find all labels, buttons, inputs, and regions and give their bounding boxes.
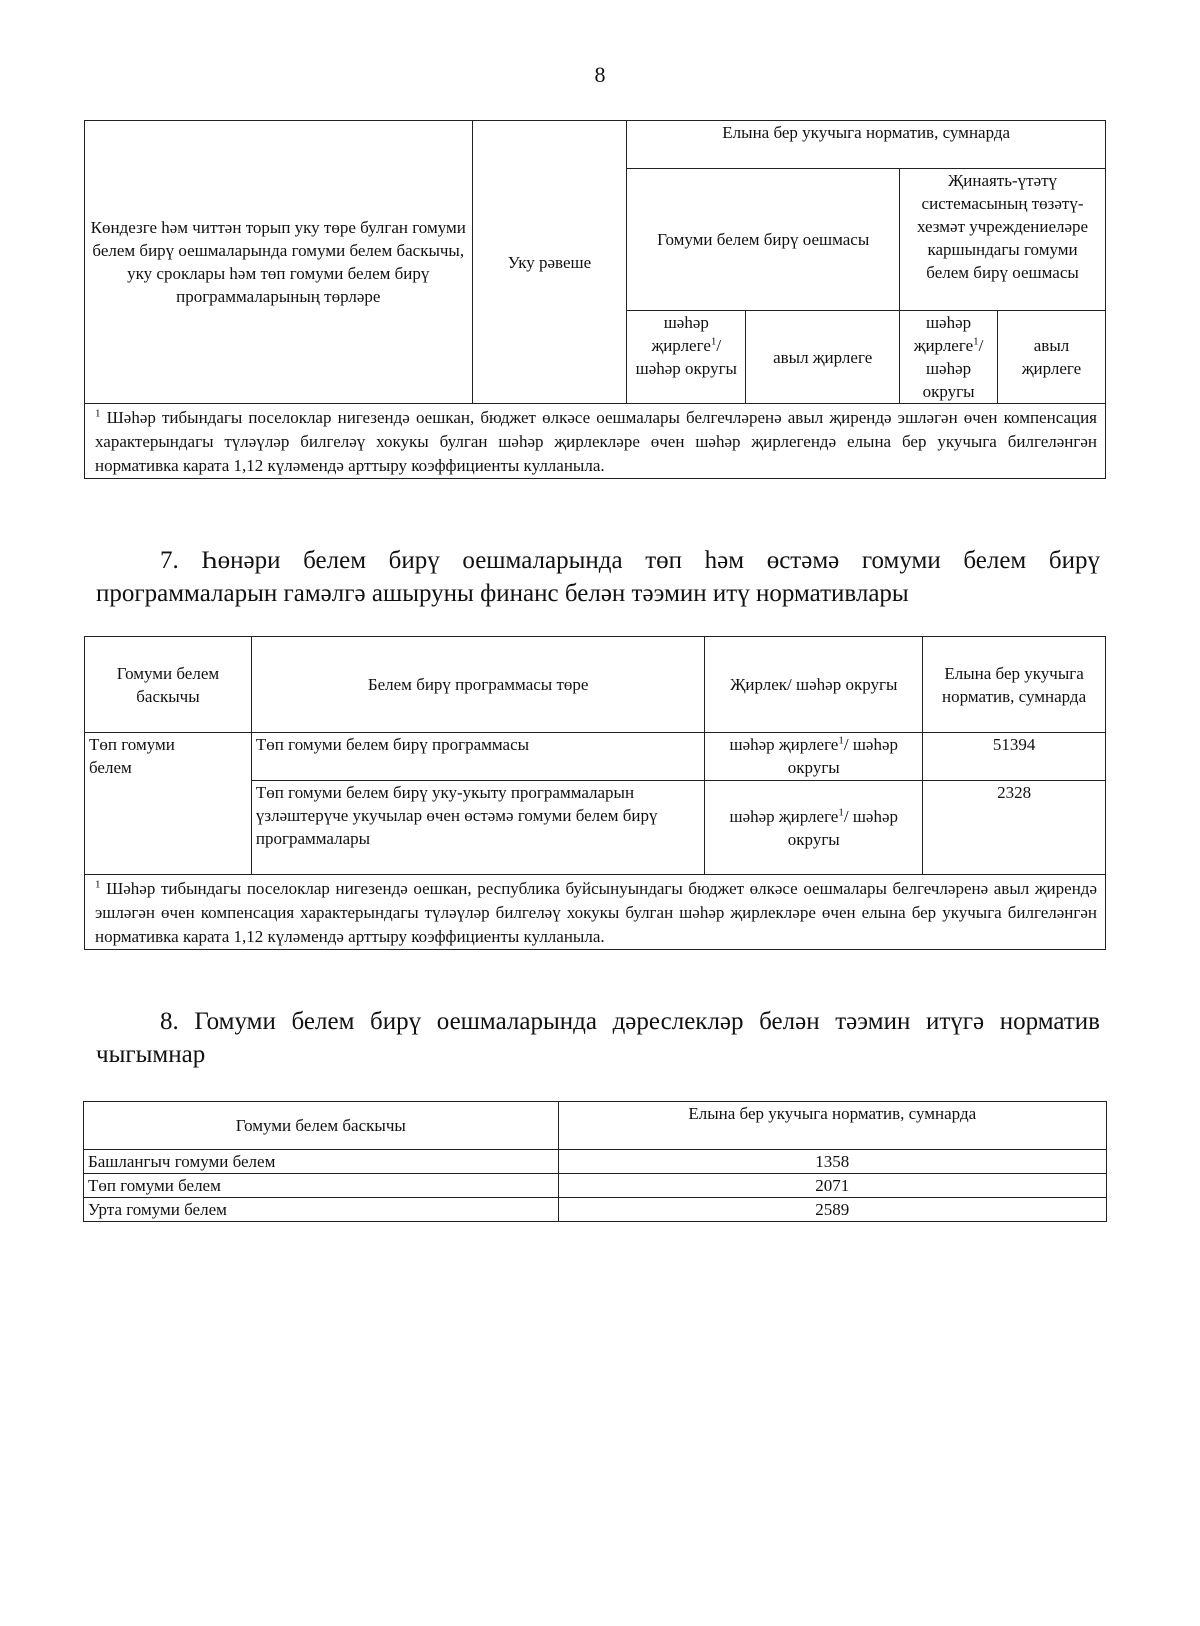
footnote-marker: 1 — [710, 335, 717, 348]
city-settlement-label: шәһәр җирлеге — [729, 806, 839, 826]
header-rural-2: авыл җирлеге — [998, 311, 1106, 404]
norm-value: 2071 — [558, 1174, 1106, 1198]
header-rural-1: авыл җирлеге — [746, 311, 900, 404]
footnote-marker: 1 — [95, 878, 101, 891]
table-row — [84, 1198, 1107, 1222]
table-row — [84, 1174, 1107, 1198]
header-penal-system-org: Җинаять-үтәтү системасының төзәтү-хезмәт учреждениеләре каршындагы гомуми белем бирү оешмасы — [900, 169, 1106, 311]
footnote-text: Шәһәр тибындагы поселоклар нигезендә оешкан, республика буйсынуындагы бюджет өлкәсе оешмалары белгечләренә авыл җирендә эшләгән өчен компенсация характерындагы түләүләр билгеләү хокукы булган шәһәр җирлекләре өчен елына бер укучыга билгеләнгән нормативка карата 1,12 күләмендә арттыру коэффициенты кулланыла. — [95, 879, 1097, 946]
city-district-label: / шәһәр округы — [787, 806, 899, 849]
header-education-level: Гомуми белем баскычы — [84, 1102, 559, 1150]
table-education-norms-continued — [84, 120, 1106, 479]
norm-value: 51394 — [923, 733, 1106, 781]
city-district-label: / шәһәр округы — [635, 336, 737, 378]
section-8-heading: 8. Гомуми белем бирү оешмаларында дәреслекләр белән тәэмин итүгә норматив чыгымнар — [96, 1008, 1100, 1068]
header-program-type: Белем бирү программасы төре — [251, 637, 704, 733]
program-name: Төп гомуми белем бирү уку-укыту программаларын үзләштерүче укучылар өчен өстәмә гомуми белем бирү программалары — [251, 781, 704, 875]
header-city-settlement-2 — [900, 311, 998, 404]
section-7-heading: 7. Һөнәри белем бирү оешмаларында төп һәм өстәмә гомуми белем бирү программаларын гамәлгә ашыруны финанс белән тәэмин итү нормативлары — [96, 547, 1100, 607]
footnote-text: Шәһәр тибындагы поселоклар нигезендә оешкан, бюджет өлкәсе оешмалары белгечләренә авыл җирендә эшләгән өчен компенсация характерындагы түләүләр билгеләү хокукы булган шәһәр җирлекләре өчен шәһәр җирлегендә елына бер укучыга билгеләнгән нормативка карата 1,12 күләмендә арттыру коэффициенты кулланыла. — [95, 408, 1098, 475]
header-education-type: Көндезге һәм читтән торып уку төре булган гомуми белем бирү оешмаларында гомуми белем баскычы, уку сроклары һәм төп гомуми белем бирү программаларының төрләре — [85, 121, 473, 404]
header-city-settlement-1 — [627, 311, 746, 404]
city-settlement-label: шәһәр җирлеге — [651, 313, 711, 355]
page-number: 8 — [594, 62, 606, 87]
city-district-label: / шәһәр округы — [787, 735, 899, 777]
city-settlement-label: шәһәр җирлеге — [729, 735, 839, 754]
education-level-value: Төп гомуми белем — [84, 1174, 559, 1198]
header-norm: Елына бер укучыга норматив, сумнарда — [558, 1102, 1106, 1150]
header-education-form: Уку рәвеше — [472, 121, 627, 404]
table-row — [84, 1150, 1107, 1174]
education-level-value: Башлангыч гомуми белем — [84, 1150, 559, 1174]
table-row — [85, 733, 1106, 781]
table-textbook-norms — [83, 1101, 1107, 1222]
footnote-marker: 1 — [973, 335, 979, 348]
education-level-value: Төп гомуми белем — [85, 733, 252, 875]
table1-footnote — [85, 404, 1106, 479]
header-settlement: Җирлек/ шәһәр округы — [705, 637, 923, 733]
header-education-level: Гомуми белем баскычы — [85, 637, 252, 733]
table-vocational-norms — [84, 636, 1106, 950]
city-district-label: / шәһәр округы — [922, 336, 984, 401]
table2-footnote — [85, 875, 1106, 950]
settlement-value — [705, 781, 923, 875]
footnote-marker: 1 — [838, 805, 844, 818]
header-general-org: Гомуми белем бирү оешмасы — [627, 169, 900, 311]
norm-value: 1358 — [558, 1150, 1106, 1174]
education-level-value: Урта гомуми белем — [84, 1198, 559, 1222]
header-norm-per-student: Елына бер укучыга норматив, сумнарда — [627, 121, 1106, 169]
program-name: Төп гомуми белем бирү программасы — [251, 733, 704, 781]
norm-value: 2589 — [558, 1198, 1106, 1222]
header-norm: Елына бер укучыга норматив, сумнарда — [923, 637, 1106, 733]
settlement-value — [705, 733, 923, 781]
footnote-marker: 1 — [95, 407, 101, 420]
norm-value: 2328 — [923, 781, 1106, 875]
city-settlement-label: шәһәр җирлеге — [913, 313, 974, 355]
footnote-marker: 1 — [838, 734, 844, 747]
